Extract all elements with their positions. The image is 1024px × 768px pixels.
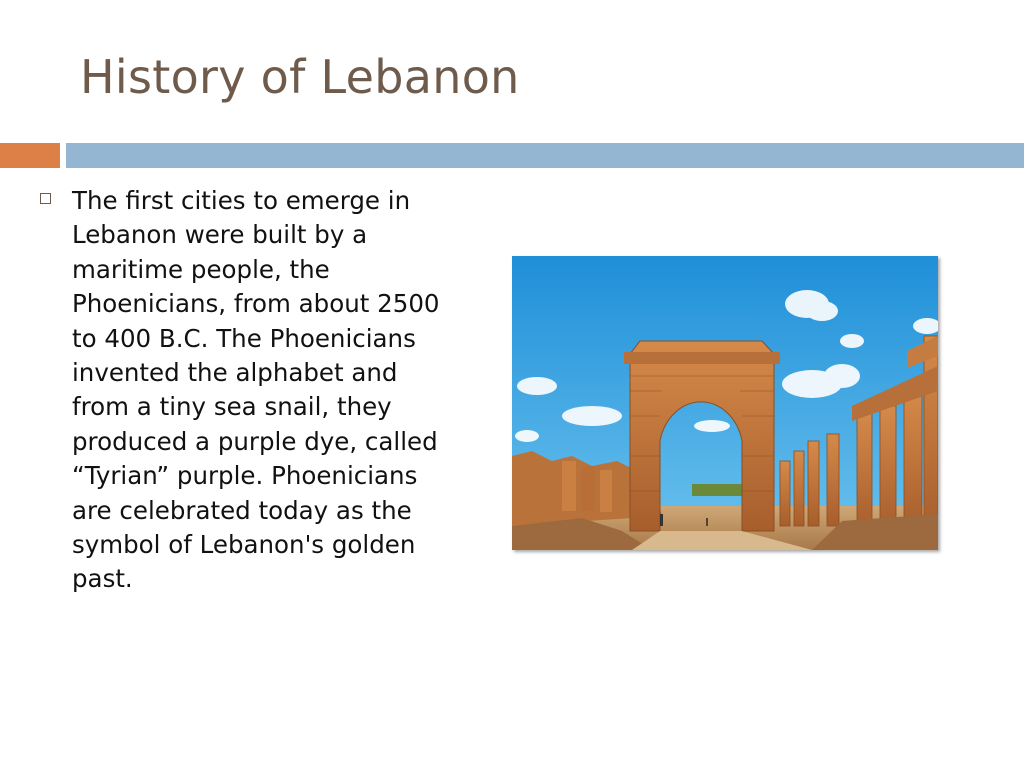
body-paragraph: The first cities to emerge in Lebanon were built by a maritime people, the Phoenicians, from about 2500 to 400 B.C. The Phoenicians invented the alphabet and from a tiny sea snail, they produced a purple dye, called “Tyrian” purple. Phoenicians are celebrated today as the symbol of Lebanon's golden past. [72,186,440,594]
accent-bar-orange [0,143,60,168]
bullet-square-icon [40,193,51,204]
ruins-photo [512,256,938,550]
accent-bar-blue [66,143,1024,168]
slide-title: History of Lebanon [80,50,520,104]
